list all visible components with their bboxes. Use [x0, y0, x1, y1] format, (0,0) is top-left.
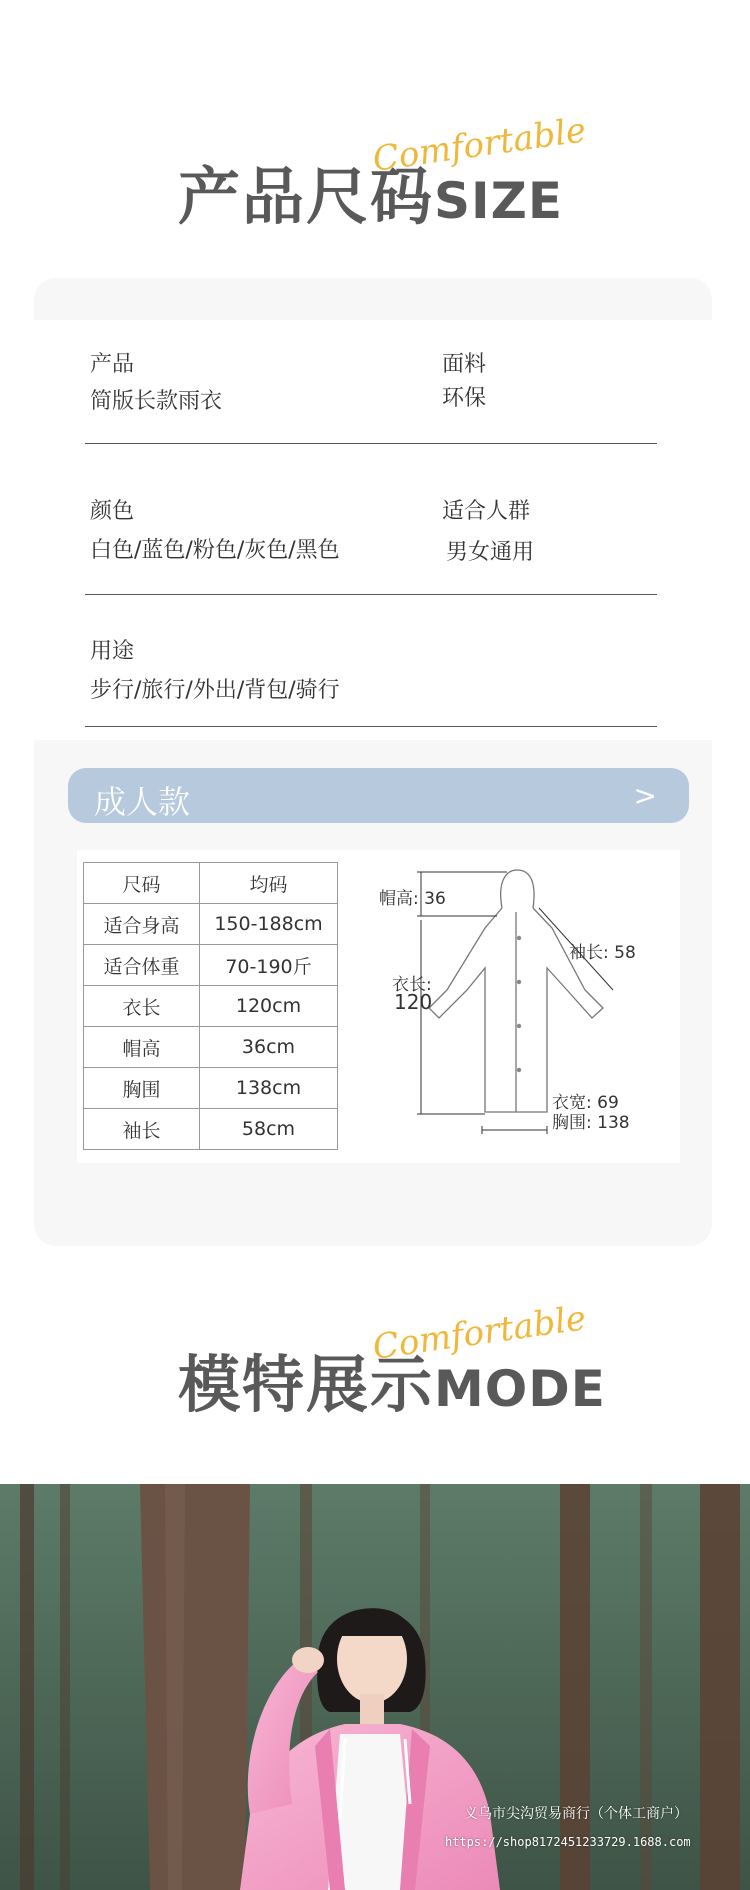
table-row	[84, 863, 338, 904]
length-label: 衣长:	[392, 975, 432, 995]
size-heading-title: 产品尺码	[178, 160, 435, 233]
model-heading-en: MODE	[434, 1360, 606, 1418]
table-cell: 70-190斤	[200, 945, 338, 986]
audience-label: 适合人群	[442, 499, 531, 524]
size-heading-en: SIZE	[434, 172, 564, 230]
table-row	[84, 1109, 338, 1150]
raincoat-diagram	[347, 850, 677, 1163]
model-heading-script: Comfortable	[370, 1298, 589, 1368]
usage-value: 步行/旅行/外出/背包/骑行	[90, 678, 340, 703]
table-cell: 帽高	[84, 1027, 200, 1068]
table-cell: 138cm	[200, 1068, 338, 1109]
table-cell: 尺码	[84, 863, 200, 904]
chevron-right-icon: >	[633, 779, 657, 812]
adult-style-title: 成人款	[94, 783, 191, 821]
adult-style-bar[interactable]	[68, 768, 689, 823]
shop-url-watermark: https://shop8172451233729.1688.com	[445, 1835, 691, 1849]
divider	[85, 443, 657, 444]
model-heading	[0, 1298, 750, 1428]
chest-label: 胸围: 138	[552, 1113, 630, 1133]
model-photo	[0, 1484, 750, 1890]
table-cell: 适合体重	[84, 945, 200, 986]
table-cell: 袖长	[84, 1109, 200, 1150]
table-row	[84, 904, 338, 945]
table-row	[84, 986, 338, 1027]
table-cell: 58cm	[200, 1109, 338, 1150]
divider	[85, 726, 657, 727]
table-row	[84, 1068, 338, 1109]
fabric-label: 面料	[442, 352, 487, 377]
table-row	[84, 945, 338, 986]
shop-name-watermark: 义乌市尖沟贸易商行（个体工商户）	[464, 1806, 688, 1822]
size-heading-script: Comfortable	[370, 110, 589, 180]
product-value: 简版长款雨衣	[90, 389, 223, 414]
table-cell: 150-188cm	[200, 904, 338, 945]
width-label: 衣宽: 69	[552, 1093, 619, 1113]
color-value: 白色/蓝色/粉色/灰色/黑色	[90, 538, 340, 563]
size-table	[83, 862, 338, 1150]
sleeve-label: 袖长: 58	[569, 943, 636, 963]
table-cell: 均码	[200, 863, 338, 904]
product-label: 产品	[90, 352, 135, 377]
color-label: 颜色	[90, 499, 135, 524]
table-cell: 衣长	[84, 986, 200, 1027]
size-heading	[0, 110, 750, 240]
fabric-value: 环保	[442, 386, 487, 411]
table-cell: 适合身高	[84, 904, 200, 945]
size-chart-panel	[77, 850, 680, 1163]
length-value: 120	[394, 990, 433, 1014]
table-cell: 36cm	[200, 1027, 338, 1068]
table-cell: 胸围	[84, 1068, 200, 1109]
forest-scene	[0, 1484, 750, 1890]
model-heading-title: 模特展示	[178, 1348, 435, 1421]
audience-value: 男女通用	[446, 540, 535, 565]
usage-label: 用途	[90, 639, 135, 664]
table-cell: 120cm	[200, 986, 338, 1027]
hood-height-label: 帽高: 36	[379, 889, 446, 909]
divider	[85, 594, 657, 595]
table-row	[84, 1027, 338, 1068]
